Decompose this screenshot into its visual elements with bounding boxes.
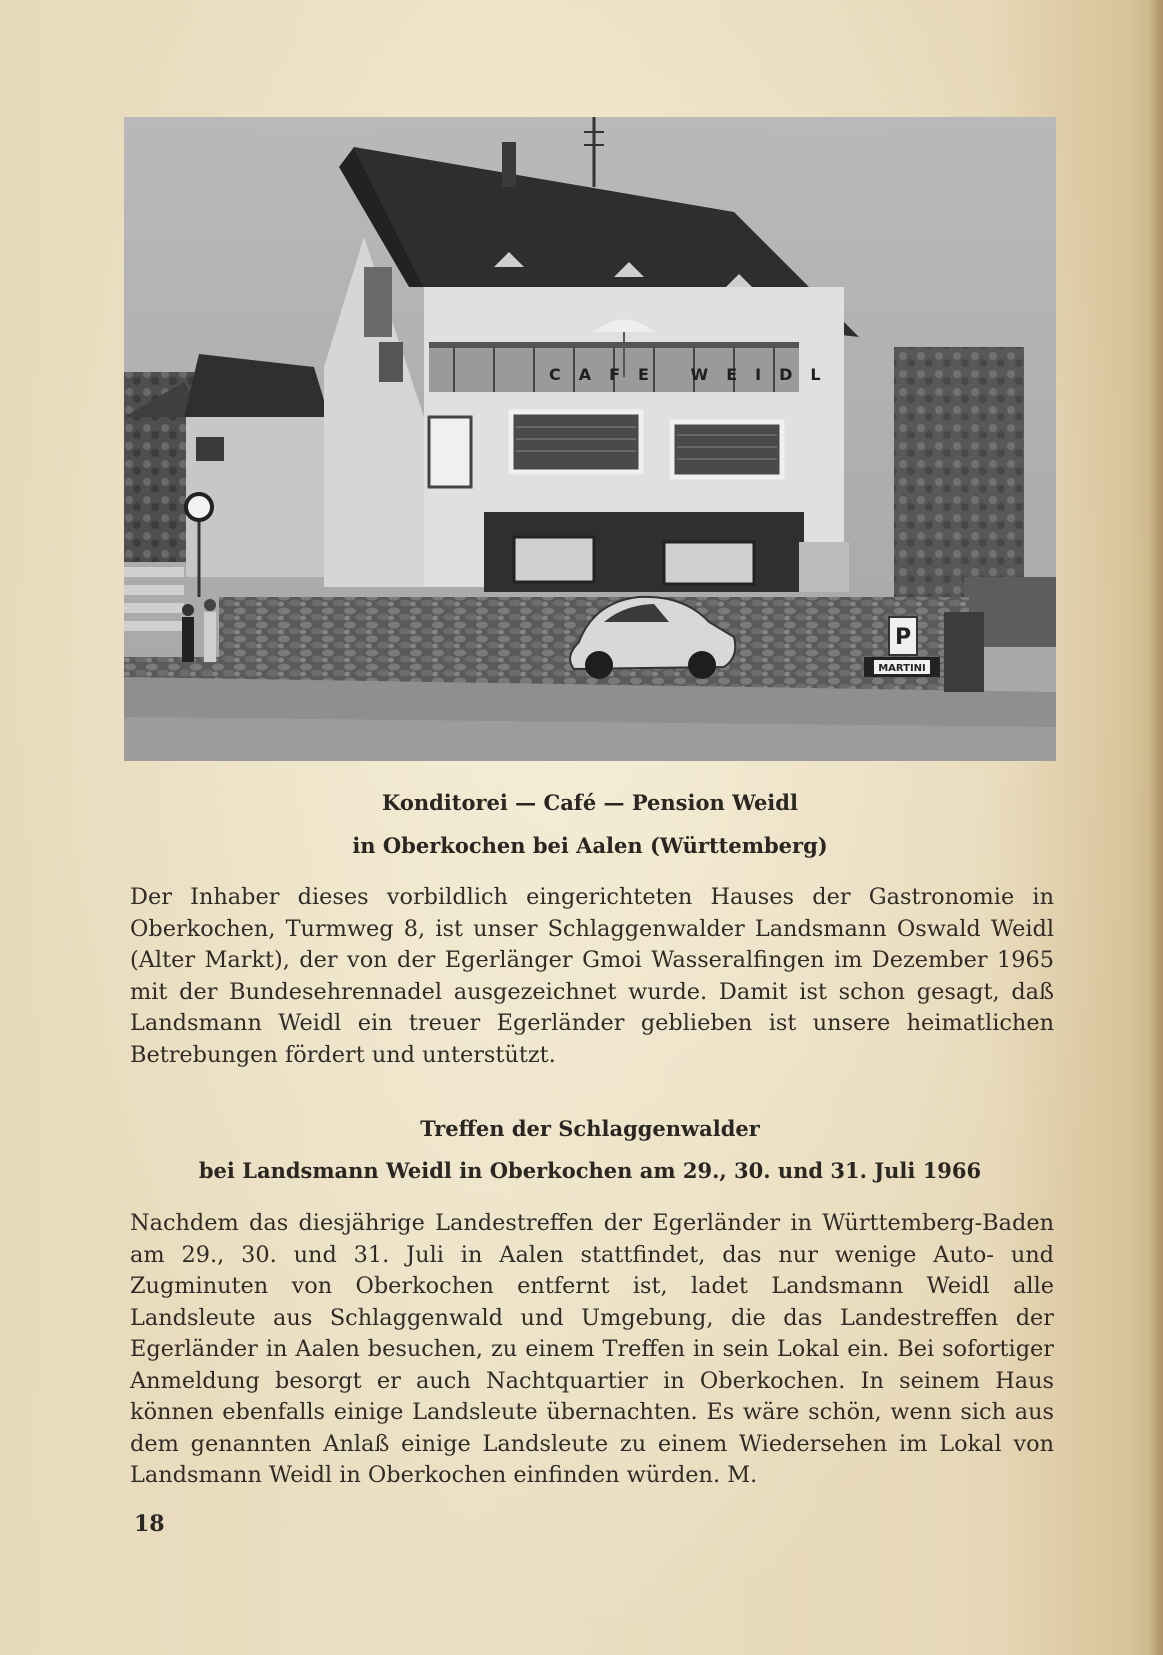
- building-photo-drawing: [124, 117, 1056, 761]
- article1-body: Der Inhaber dieses vorbildlich eingerichteten Hauses der Gastronomie in Oberkochen, Turmweg 8, ist unser Schlaggenwalder Landsmann Oswald Weidl (Alter Markt), der von der Egerlänger Gmoi Wasseralfingen im Dezember 1965 mit der Bundesehrennadel ausgezeichnet wurde. Damit ist schon gesagt, daß Landsmann Weidl ein treuer Egerländer geblieben ist unsere heimatlichen Betrebungen fördert und unterstützt.: [130, 884, 1054, 1068]
- page-spine-shadow: [1149, 0, 1163, 1655]
- page-number: 18: [134, 1511, 165, 1537]
- building-photo: [124, 117, 1056, 761]
- article2-heading-line1: Treffen der Schlaggenwalder: [420, 1116, 760, 1141]
- parking-sign: P: [894, 625, 912, 650]
- article2-heading-line2: bei Landsmann Weidl in Oberkochen am 29., 30. und 31. Juli 1966: [198, 1158, 982, 1183]
- article2-body: Nachdem das diesjährige Landestreffen der Egerländer in Württemberg-Baden am 29., 30. und 31. Juli in Aalen stattfindet, das nur wenige Auto- und Zugminuten von Oberkochen entfernt ist, ladet Landsmann Weidl alle Landsleute aus Schlaggenwald und Umgebung, die das Landestreffen der Egerländer in Aalen besuchen, zu einem Treffen in sein Lokal ein. Bei sofortiger Anmeldung besorgt er auch Nachtquartier in Oberkochen. In seinem Haus können ebenfalls einige Landsleute übernachten. Es wäre schön, wenn sich aus dem genannten Anlaß einige Landsleute zu einem Wiedersehen im Lokal von Landsmann Weidl in Oberkochen einfinden würden. M.: [130, 1210, 1054, 1488]
- martini-sign: MARTINI: [878, 663, 926, 674]
- balcony-lettering: CAFE WEIDL: [549, 365, 839, 384]
- article1-heading-line2: in Oberkochen bei Aalen (Württemberg): [352, 833, 828, 858]
- article1-heading-line1: Konditorei — Café — Pension Weidl: [382, 790, 798, 815]
